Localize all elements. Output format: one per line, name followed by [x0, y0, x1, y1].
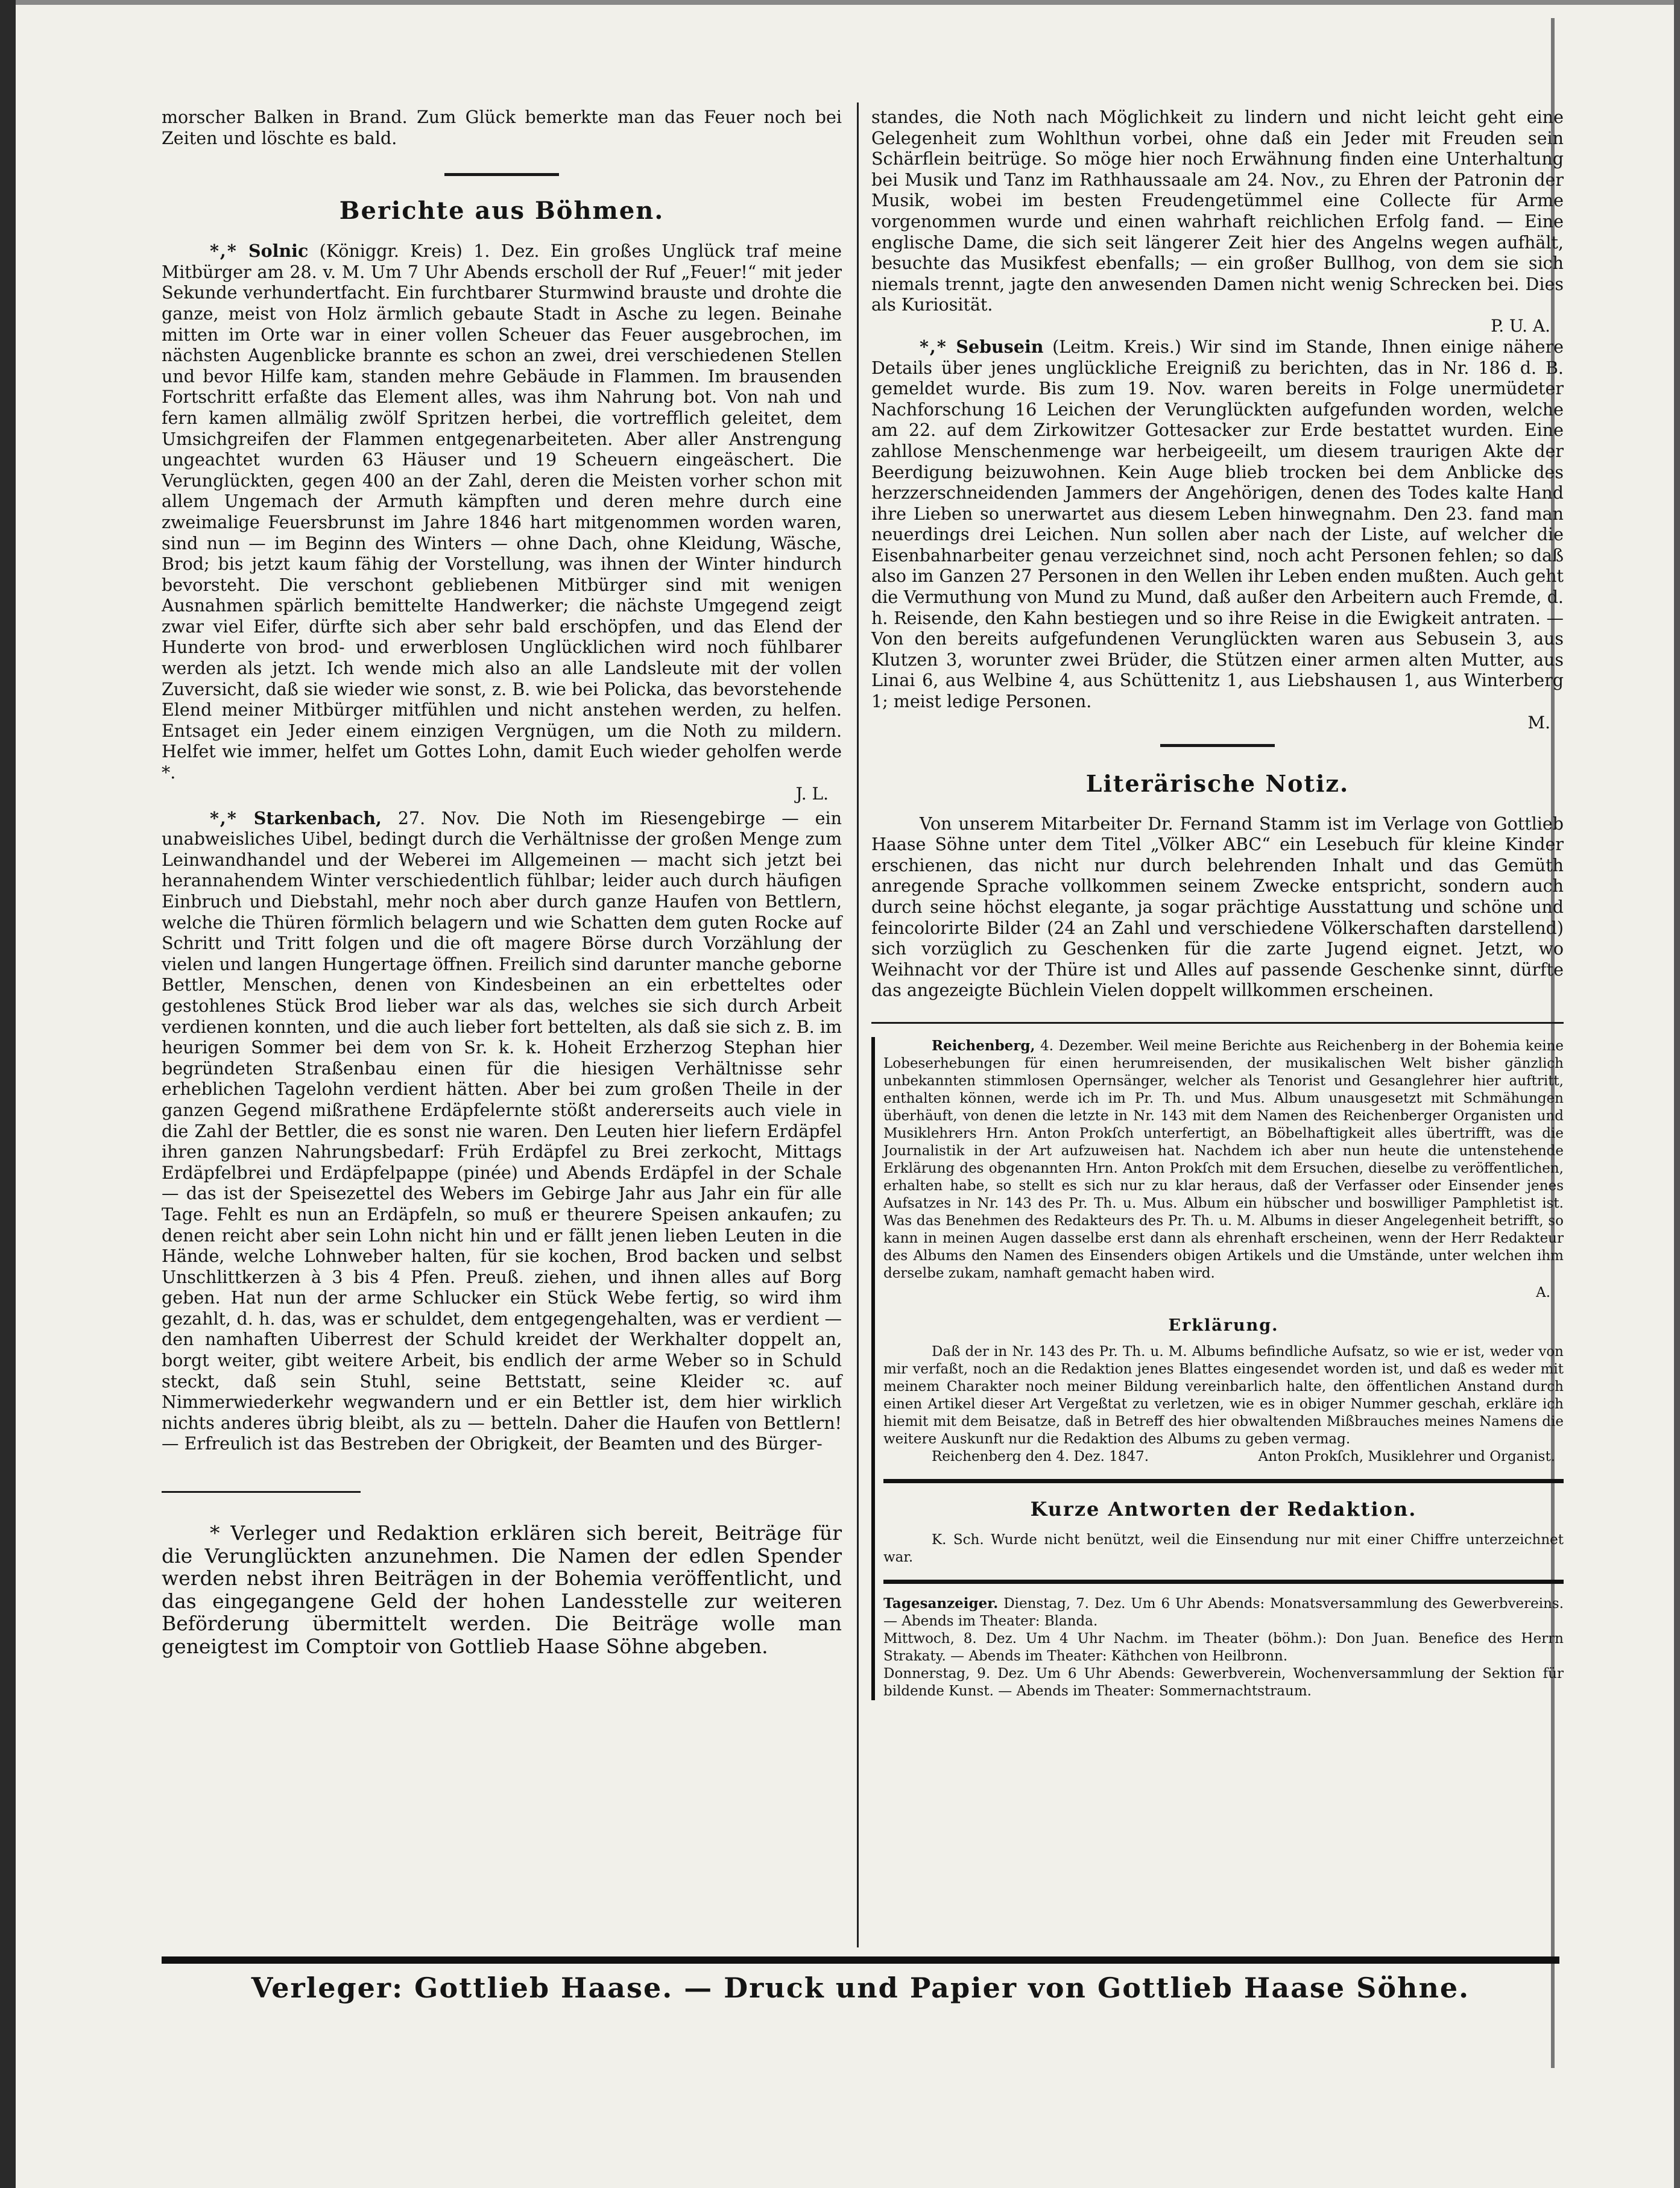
section-title: Berichte aus Böhmen.: [339, 197, 665, 225]
footnote-rule: [162, 1491, 361, 1493]
calendar-line: Mittwoch, 8. Dez. Um 4 Uhr Nachm. im Theater (böhm.): Don Juan. Benefice des Herrn Strakaty. — Abends im Theater: Käthchen von Heilbronn.: [883, 1630, 1564, 1664]
imprint-line: Verleger: Gottlieb Haase. — Druck und Papier von Gottlieb Haase Söhne.: [251, 1972, 1470, 2004]
notice-body: 4. Dezember. Weil meine Berichte aus Reichenberg in der Bohemia keine Lobeserhebungen für einen herumreisenden, der musikalischen Welt bisher gänzlich unbekannten stimmlosen Opernsänger, welcher als Tenorist und Gesanglehrer hier auftritt, enthalten können, werde ich im Pr. Th. und Mus. Album unausgesetzt mit Schmähungen überhäuft, von denen die letzte in Nr. 143 mit dem Namen des Reichenberger Organisten und Musiklehrers Hrn. Anton Prokſch unterfertigt, an Böbelhaftigkeit alles übertrifft, was die Journalistik in der Art aufzuweisen hat. Nachdem ich aber nun heute die untenstehende Erklärung des obgenannten Hrn. Anton Prokſch mit dem Ersuchen, dieselbe zu veröffentlichen, erhalten habe, so stellt es sich nur zu klar heraus, daß der Verfasser oder Einsender jenes Aufsatzes in Nr. 143 des Pr. Th. u. Mus. Album ein hübscher und boswilliger Pamphletist ist. Was das Benehmen des Redakteurs des Pr. Th. u. M. Albums in dieser Angelegenheit betrifft, so kann in meinen Augen dasselbe erst dann als ehrenhaft erscheinen, wenn der Herr Redakteur des Albums den Namen des Einsenders obigen Artikels und die Umstände, unter welchen ihm derselbe zukam, namhaft gemacht haben wird.: [883, 1038, 1564, 1281]
article-solnic: [162, 241, 842, 804]
section-rule: [883, 1580, 1564, 1584]
article-stars: *,*: [210, 241, 238, 262]
page-right-edge: [1674, 0, 1680, 2188]
bottom-rule: [162, 1956, 1559, 1964]
declaration-signature: Anton Prokſch, Musiklehrer und Organist.: [1258, 1448, 1555, 1464]
article-place: Starkenbach,: [253, 807, 382, 828]
article-signature: M.: [1527, 712, 1550, 733]
right-column: [871, 107, 1564, 1700]
footnote: * Verleger und Redaktion erklären sich bereit, Beiträge für die Verunglückten anzunehmen. Die Namen der edlen Spender werden nebst ihren Beiträgen in der Bohemia veröffentlicht, und das eingegangene Geld der hohen Landesstelle zur weiteren Beförderung übermittelt werden. Die Beiträge wolle man geneigtest im Comptoir von Gottlieb Haase Söhne abgeben.: [162, 1521, 842, 1658]
calendar-label: Tagesanzeiger.: [883, 1595, 999, 1612]
declaration-text: Daß der in Nr. 143 des Pr. Th. u. M. Albums befindliche Aufsatz, so wie er ist, weder von mir verfaßt, noch an die Redaktion jenes Blattes eingesendet worden ist, und daß es weder mit meinem Charakter noch meiner Bildung vereinbarlich halte, den öffentlichen Anstand durch einen Artikel dieser Art Vergeßtat zu verletzen, wie es in obiger Nummer geschah, erkläre ich hiemit mit dem Beisatze, daß in Betreff des hier obwaltenden Mißbrauches meines Namens die weitere Auskunft nur die Redaktion des Albums zu geben vermag.: [883, 1343, 1564, 1447]
article-body: (Königgr. Kreis) 1. Dez. Ein großes Unglück traf meine Mitbürger am 28. v. M. Um 7 Uhr Abends erscholl der Ruf „Feuer!“ mit jeder Sekunde verhundertfacht. Ein furchtbarer Sturmwind brauste und drohte die ganze, meist von Holz ärmlich gebaute Stadt in Asche zu legen. Beinahe mitten im Orte war in einer vollen Scheuer das Feuer ausgebrochen, im nächsten Augenblicke brannte es schon an zwei, drei verschiedenen Stellen und bevor Hilfe kam, standen mehre Gebäude in Flammen. Im brausenden Fortschritt erfaßte das Element alles, was ihm Nahrung bot. Von nah und fern kamen allmälig zwölf Spritzen herbei, die vortrefflich geleitet, dem Umsichgreifen der Flammen entgegenarbeiteten. Aber aller Anstrengung ungeachtet wurden 63 Häuser und 19 Scheuern eingeäschert. Die Verunglückten, gegen 400 an der Zahl, deren die Meisten vorher schon mit allem Ungemach der Armuth kämpften und deren mehre durch eine zweimalige Feuersbrunst im Jahre 1846 hart mitgenommen worden waren, sind nun — im Beginn des Winters — ohne Dach, ohne Kleidung, Wäsche, Brod; bis jetzt kaum fähig der Vorstellung, was ihnen der Winter hindurch bevorsteht. Die verschont gebliebenen Mitbürger sind mit wenigen Ausnahmen spärlich bemittelte Handwerker; die nächste Umgegend zeigt zwar viel Eifer, dürfte sich aber sehr bald erschöpfen, und das Elend der Hunderte von brod- und erwerblosen Unglücklichen wird noch fühlbarer werden als jetzt. Ich wende mich also an alle Landsleute mit der vollen Zuversicht, daß sie wieder wie sonst, z. B. wie bei Policka, das bevorstehende Elend meiner Mitbürger mitfühlen und nicht anstehen werden, zu helfen. Entsaget ein Jeder einem einzigen Vergnügen, um die Noth zu mildern. Helfet wie immer, helfet um Gottes Lohn, damit Euch wieder geholfen werde *.: [162, 241, 842, 783]
declaration-title: Erklärung.: [1168, 1316, 1279, 1335]
page-top-edge: [0, 0, 1680, 5]
article-stars: *,*: [920, 336, 947, 357]
literary-text: Von unserem Mitarbeiter Dr. Fernand Stamm ist im Verlage von Gottlieb Haase Söhne unter dem Titel „Völker ABC“ ein Lesebuch für kleine Kinder erschienen, das nicht nur durch belehrenden Inhalt und das Gemüth anregende Sprache vollkommen seinem Zwecke entspricht, sondern auch durch seine höchst elegante, ja sogar prächtige Ausstattung und schöne und feincolorirte Bilder (24 an Zahl und verschiedene Völkerschaften darstellend) sich vorzüglich zu Geschenken für die zarte Jugend eignet. Jetzt, wo Weihnacht vor der Thüre ist und Alles auf passende Geschenke sinnt, dürfte das angezeigte Büchlein Vielen doppelt willkommen erscheinen.: [871, 813, 1564, 1001]
left-column: [162, 107, 842, 1657]
article-stars: *,*: [210, 807, 238, 828]
section-rule: [871, 1022, 1564, 1024]
article-body: 27. Nov. Die Noth im Riesengebirge — ein unabweisliches Uibel, bedingt durch die Verhältnisse der großen Menge zum Leinwandhandel und der Weberei im Allgemeinen — macht sich jetzt bei herannahendem Winter verschiedentlich fühlbar; leider auch durch häufigen Einbruch und Diebstahl, mehr noch aber durch ganze Haufen von Bettlern, welche die Thüren förmlich belagern und wie Schatten dem guten Rocke auf Schritt und Tritt folgen und die oft magere Börse durch Vorzählung der vielen und langen Hungertage öffnen. Freilich sind darunter manche geborne Bettler, Menschen, denen von Kindesbeinen an ein erbetteltes oder gestohlenes Stück Brod lieber war als das, welches sie sich durch Arbeit verdienen konnten, und die auch lieber fort bettelten, als daß sie sich z. B. im heurigen Sommer bei dem von Sr. k. k. Hoheit Erzherzog Stephan hier begründeten Straßenbau einen für die hiesigen Verhältnisse sehr erheblichen Tagelohn verdient hätten. Aber bei zum großen Theile in der ganzen Gegend mißrathene Erdäpfelernte stößt andererseits auch viele in die Zahl der Bettler, die es sonst nie waren. Den Leuten hier liefern Erdäpfel ihren ganzen Nahrungsbedarf: Früh Erdäpfel zu Brei zerkocht, Mittags Erdäpfelbrei und Erdäpfelpappe (pinée) und Abends Erdäpfel in der Schale — das ist der Speisezettel des Webers im Gebirge Jahr aus Jahr ein für alle Tage. Fehlt es nun an Erdäpfeln, so muß er theurere Speisen ankaufen; zu denen reicht aber sein Lohn nicht hin und er fällt jenen lieben Leuten in die Hände, welche Lohnweber halten, für sie kochen, Brod backen und selbst Unschlittkerzen à 3 bis 4 Pfen. Preuß. ziehen, und ihnen alles auf Borg geben. Hat nun der arme Schlucker ein Stück Webe fertig, so wird ihm gezahlt, d. h. das, was er schuldet, dem entgegengehalten, was er verdient — den namhaften Uiberrest der Schuld kreidet der Werkhalter doppelt an, borgt weiter, gibt weitere Arbeit, bis endlich der arme Weber so in Schuld steckt, daß sein Stuhl, seine Bettstatt, seine Kleider ꝛc. auf Nimmerwiederkehr wegwandern und er ein Bettler ist, dem hier wirklich nichts anderes übrig bleibt, als zu — betteln. Daher die Haufen von Bettlern! — Erfreulich ist das Bestreben der Obrigkeit, der Beamten und des Bürger-: [162, 808, 842, 1454]
short-answers-text: K. Sch. Wurde nicht benützt, weil die Einsendung nur mit einer Chiffre unterzeichnet war.: [883, 1531, 1564, 1565]
declaration-footer: [883, 1448, 1564, 1466]
column-divider: [857, 102, 859, 1947]
section-rule: [444, 173, 559, 176]
article-place: Sebusein: [956, 336, 1044, 357]
notice-signature: A.: [1536, 1284, 1550, 1301]
article-sebusein: [871, 336, 1564, 733]
article-body: (Leitm. Kreis.) Wir sind im Stande, Ihnen einige nähere Details über jenes unglückliche Ereigniß zu berichten, das in Nr. 186 d. B. gemeldet wurde. Bis zum 19. Nov. waren bereits in Folge unermüdeter Nachforschung 16 Leichen der Verunglückten aufgefunden worden, welche am 22. auf dem Zirkowitzer Gottesacker zur Erde bestattet wurden. Eine zahllose Menschenmenge war herbeigeeilt, um diesem traurigen Akte der Beerdigung beizuwohnen. Kein Auge blieb trocken bei dem Anblicke des herzzerschneidenden Jammers der Angehörigen, denen des Todes kalte Hand ihre Lieben so unerwartet aus diesem Leben hinwegnahm. Den 23. fand man neuerdings drei Leichen. Nun sollen aber nach der Liste, auf welcher die Eisenbahnarbeiter genau verzeichnet sind, noch acht Personen fehlen; so daß also im Ganzen 27 Personen in den Wellen ihr Leben enden mußten. Auch geht die Vermuthung von Mund zu Mund, daß außer den Arbeitern auch Fremde, d. h. Reisende, den Kahn bestiegen und so ihre Reise in die Ewigkeit antraten. — Von den bereits aufgefundenen Verunglückten waren aus Sebusein 3, aus Klutzen 3, worunter zwei Brüder, die Stützen einer armen alten Mutter, aus Linai 6, aus Welbine 4, aus Schüttenitz 1, aus Liebshausen 1, aus Winterberg 1; meist ledige Personen.: [871, 336, 1564, 712]
literary-title: Literärische Notiz.: [1085, 769, 1350, 797]
section-rule: [1160, 744, 1275, 747]
boxed-notice: [871, 1037, 1564, 1700]
continued-signature: P. U. A.: [1491, 315, 1550, 336]
short-answers-title: Kurze Antworten der Redaktion.: [1030, 1497, 1417, 1521]
section-rule: [883, 1479, 1564, 1483]
intro-text: morscher Balken in Brand. Zum Glück bemerkte man das Feuer noch bei Zeiten und löschte es bald.: [162, 107, 842, 148]
article-place: Solnic: [248, 241, 309, 262]
calendar-entry: [883, 1595, 1564, 1630]
article-starkenbach: [162, 808, 842, 1455]
continued-text: standes, die Noth nach Möglichkeit zu lindern und nicht leicht geht eine Gelegenheit zum Wohlthun vorbei, ohne daß ein Jeder mit Freuden sein Schärflein beitrüge. So möge hier noch Erwähnung finden eine Unterhaltung bei Musik und Tanz im Rathhaussaale am 24. Nov., zu Ehren der Patronin der Musik, wobei im besten Freudengetümmel eine Collecte für Arme vorgenommen wurde und einen wahrhaft reichlichen Erfolg fand. — Eine englische Dame, die sich seit längerer Zeit hier des Angelns wegen aufhält, besuchte das Musikfest ebenfalls; — ein großer Bullhog, von dem sie sich niemals trennt, jagte den anwesenden Damen nicht wenig Schrecken bei. Dies als Kuriosität.: [871, 107, 1564, 315]
notice-place: Reichenberg,: [932, 1037, 1035, 1054]
calendar-line: Donnerstag, 9. Dez. Um 6 Uhr Abends: Gewerbverein, Wochenversammlung der Sektion für bildende Kunst. — Abends im Theater: Sommernachtstraum.: [883, 1665, 1564, 1699]
article-signature: J. L.: [795, 783, 829, 804]
page-left-edge: [0, 0, 16, 2188]
declaration-date: Reichenberg den 4. Dez. 1847.: [932, 1448, 1149, 1464]
calendar-line: Dienstag, 7. Dez. Um 6 Uhr Abends: Monatsversammlung des Gewerbvereins. — Abends im Theater: Blanda.: [883, 1595, 1564, 1629]
